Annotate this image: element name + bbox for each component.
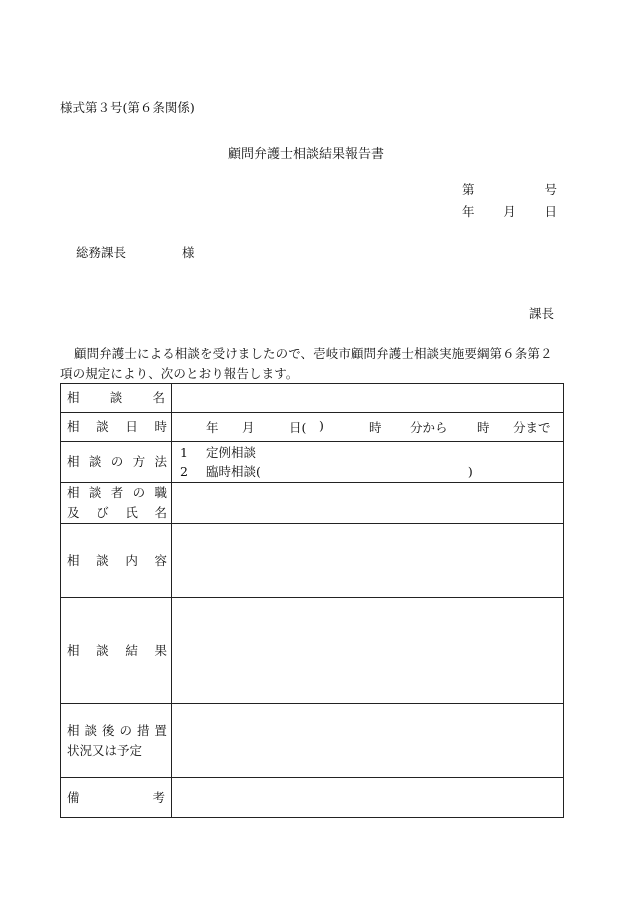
report-body-text: 顧問弁護士による相談を受けましたので、壱岐市顧問弁護士相談実施要綱第６条第２項の規定により、次のとおり報告します。 <box>60 346 553 381</box>
label-char: 相 <box>67 552 80 568</box>
date-day: 日 <box>544 204 557 219</box>
label-followup-measures <box>61 704 172 778</box>
label-char: 結 <box>125 642 138 658</box>
label-char: 相 <box>67 419 80 434</box>
label-consultant-position-name <box>61 483 172 524</box>
label-char: 名 <box>154 505 167 520</box>
field-consultation-content[interactable] <box>172 524 564 598</box>
dt-day: 日( <box>289 420 307 435</box>
dt-weekday-close: ) <box>319 418 324 433</box>
table-row <box>61 704 564 778</box>
label-char: 相 <box>67 722 80 738</box>
table-row <box>61 598 564 704</box>
label-char: 者 <box>110 485 124 500</box>
label-consultation-method <box>61 442 172 483</box>
method-number: 1 <box>180 445 188 460</box>
table-row <box>61 384 564 413</box>
method-close-paren: ) <box>467 464 473 479</box>
label-char: 名 <box>152 390 165 405</box>
method-option-regular[interactable] <box>180 443 563 462</box>
label-char: 談 <box>88 454 102 469</box>
label-char: 後 <box>101 722 115 738</box>
field-remarks[interactable] <box>172 778 564 818</box>
label-char: 備 <box>67 789 80 805</box>
label-char: 談 <box>96 419 109 434</box>
dt-month: 月 <box>242 420 255 435</box>
method-label: 臨時相談( <box>206 464 261 479</box>
reporter-title: 課長 <box>529 306 555 321</box>
label-text: 状況又は予定 <box>67 742 143 758</box>
number-prefix: 第 <box>462 182 475 197</box>
label-followup-line2 <box>67 741 167 761</box>
table-row <box>61 413 564 442</box>
label-char: 相 <box>67 642 80 658</box>
label-consultation-name <box>61 384 172 413</box>
label-char: び <box>96 505 109 520</box>
label-char: 内 <box>125 552 138 568</box>
label-char: 置 <box>154 722 167 738</box>
number-suffix: 号 <box>544 182 557 197</box>
table-row <box>61 524 564 598</box>
recipient: 総務課長 <box>76 245 127 260</box>
table-row <box>61 778 564 818</box>
field-followup-measures[interactable] <box>172 704 564 778</box>
field-consultation-method[interactable] <box>172 442 564 483</box>
label-char: 方 <box>132 454 146 469</box>
label-char: 談 <box>109 390 123 405</box>
label-char: の <box>119 722 132 738</box>
method-option-temporary[interactable] <box>180 462 563 481</box>
label-char: の <box>110 454 124 469</box>
label-remarks <box>61 778 172 818</box>
field-consultant-position-name[interactable] <box>172 483 564 524</box>
label-consultation-content <box>61 524 172 598</box>
label-char: 相 <box>67 454 80 469</box>
dt-year: 年 <box>206 420 219 435</box>
recipient-suffix: 様 <box>182 245 195 260</box>
label-char: 職 <box>154 485 167 500</box>
label-char: 及 <box>67 505 80 520</box>
dt-minute-to: 分まで <box>513 420 551 435</box>
label-char: 氏 <box>125 505 138 520</box>
label-consultation-datetime <box>61 413 172 442</box>
label-char: 談 <box>84 722 97 738</box>
date-month: 月 <box>503 204 516 219</box>
label-consultation-result <box>61 598 172 704</box>
method-label: 定例相談 <box>206 445 257 460</box>
label-char: 日 <box>125 419 138 434</box>
label-char: 相 <box>67 485 80 500</box>
label-char: 容 <box>154 552 167 568</box>
form-number: 様式第３号(第６条関係) <box>60 100 195 115</box>
table-row <box>61 483 564 524</box>
document-number-line <box>462 180 557 198</box>
label-char: 談 <box>96 642 109 658</box>
label-char: 相 <box>67 390 80 405</box>
date-year: 年 <box>462 204 475 219</box>
document-title: 顧問弁護士相談結果報告書 <box>228 147 385 162</box>
field-consultation-result[interactable] <box>172 598 564 704</box>
label-char: 談 <box>96 552 109 568</box>
table-row <box>61 442 564 483</box>
label-char: 考 <box>152 789 165 805</box>
field-consultation-datetime[interactable] <box>172 413 564 442</box>
label-char: 談 <box>88 485 102 500</box>
label-char: 果 <box>154 642 167 658</box>
label-char: の <box>132 485 146 500</box>
method-number: 2 <box>180 464 188 479</box>
field-consultation-name[interactable] <box>172 384 564 413</box>
label-char: 時 <box>154 419 167 434</box>
document-date-line <box>462 202 557 220</box>
label-char: 措 <box>136 722 150 738</box>
dt-hour-to: 時 <box>477 420 490 435</box>
dt-hour-from: 時 <box>369 420 382 435</box>
label-char: 法 <box>154 454 167 469</box>
dt-minute-from: 分から <box>410 420 448 435</box>
report-table <box>60 383 564 818</box>
